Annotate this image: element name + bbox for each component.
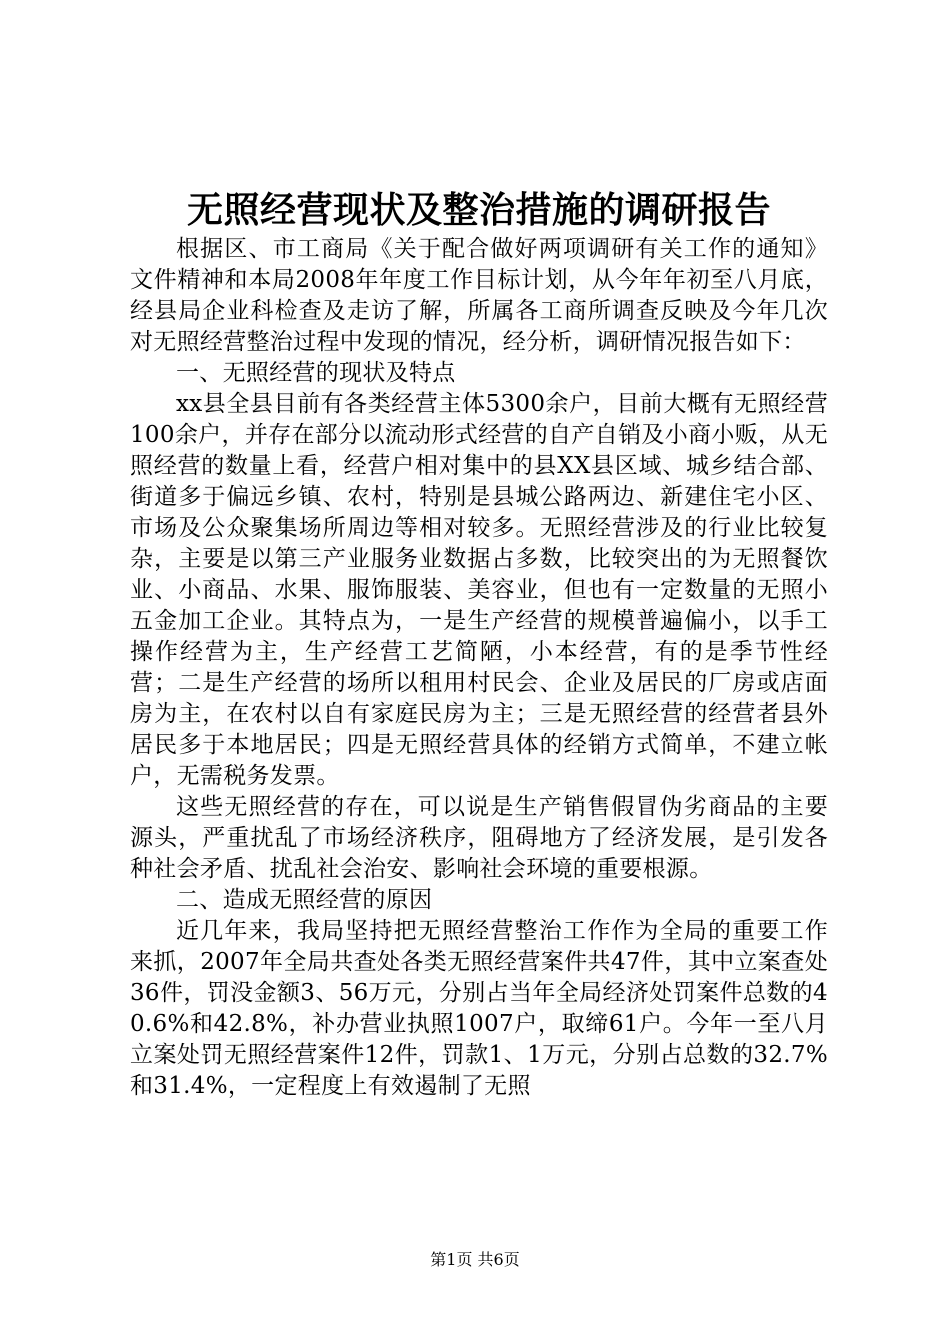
- document-title: 无照经营现状及整治措施的调研报告: [186, 189, 771, 231]
- section-heading-status: 一、无照经营的现状及特点: [176, 360, 456, 386]
- paragraph-impact: 这些无照经营的存在，可以说是生产销售假冒伪劣商品的主要源头，严重扰乱了市场经济秩序，阻碍地方了经济发展，是引发各种社会矛盾、扰乱社会治安、影响社会环境的重要根源。: [130, 794, 828, 882]
- paragraph-causes: 近几年来，我局坚持把无照经营整治工作作为全局的重要工作来抓，2007年全局共查处各类无照经营案件共47件，其中立案查处36件，罚没金额3、56万元，分别占当年全局经济处罚案件总数的40.6%和42.8%，补办营业执照1007户，取缔61户。今年一至八月立案处罚无照经营案件12件，罚款1、1万元，分别占总数的32.7%和31.4%，一定程度上有效遏制了无照: [130, 918, 828, 1099]
- document-body: [130, 234, 828, 1102]
- page-footer: 第1页 共6页: [430, 1250, 520, 1269]
- paragraph-intro: 根据区、市工商局《关于配合做好两项调研有关工作的通知》文件精神和本局2008年年度工作目标计划，从今年年初至八月底，经县局企业科检查及走访了解，所属各工商所调查反映及今年几次对无照经营整治过程中发现的情况，经分析，调研情况报告如下：: [130, 236, 828, 355]
- paragraph-status: xx县全县目前有各类经营主体5300余户，目前大概有无照经营100余户，并存在部分以流动形式经营的自产自销及小商小贩，从无照经营的数量上看，经营户相对集中的县XX县区域、城乡结合部、街道多于偏远乡镇、农村，特别是县城公路两边、新建住宅小区、市场及公众聚集场所周边等相对较多。无照经营涉及的行业比较复杂，主要是以第三产业服务业数据占多数，比较突出的为无照餐饮业、小商品、水果、服饰服装、美容业，但也有一定数量的无照小五金加工企业。其特点为，一是生产经营的规模普遍偏小，以手工操作经营为主，生产经营工艺简陋，小本经营，有的是季节性经营；二是生产经营的场所以租用村民会、企业及居民的厂房或店面房为主，在农村以自有家庭民房为主；三是无照经营的经营者县外居民多于本地居民；四是无照经营具体的经销方式简单，不建立帐户，无需税务发票。: [130, 391, 828, 789]
- section-heading-causes: 二、造成无照经营的原因: [176, 887, 433, 913]
